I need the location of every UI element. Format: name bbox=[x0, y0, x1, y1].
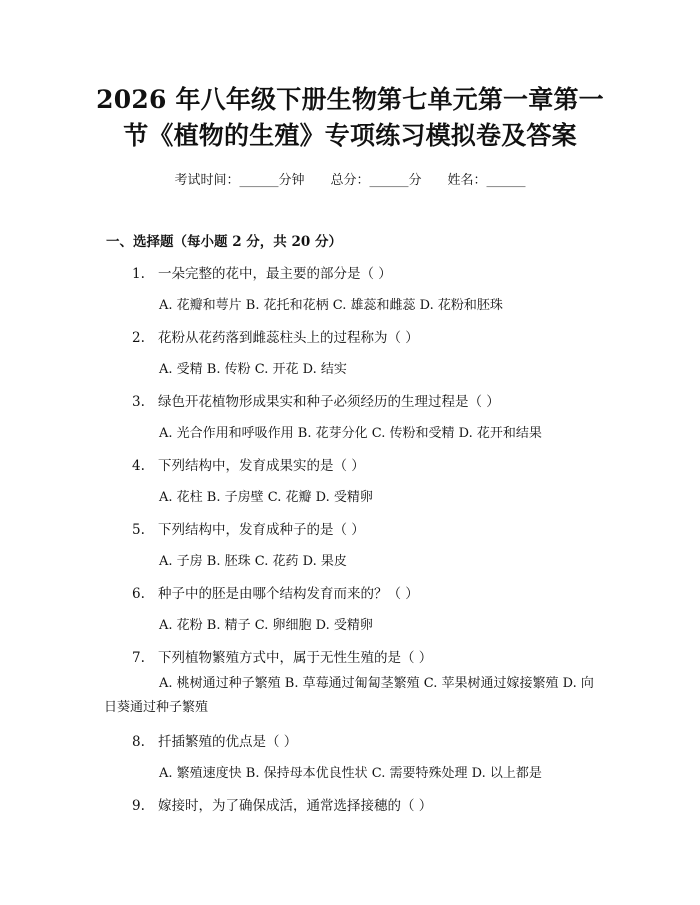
page-title-line-2: 节《植物的生殖》专项练习模拟卷及答案 bbox=[123, 121, 577, 150]
question-number: 6. bbox=[132, 586, 145, 602]
question-item bbox=[132, 582, 419, 602]
question-number: 7. bbox=[132, 650, 145, 666]
question-item bbox=[132, 390, 500, 410]
question-number: 2. bbox=[132, 330, 145, 346]
question-options: A. 花瓣和萼片 B. 花托和花柄 C. 雄蕊和雌蕊 D. 花粉和胚珠 bbox=[159, 298, 503, 313]
question-number: 1. bbox=[132, 266, 145, 282]
question-item bbox=[132, 646, 432, 666]
question-text: 下列结构中，发育成种子的是（ ） bbox=[158, 522, 365, 538]
question-options: A. 子房 B. 胚珠 C. 花药 D. 果皮 bbox=[159, 554, 347, 569]
question-text: 嫁接时，为了确保成活，通常选择接穗的（ ） bbox=[158, 798, 433, 814]
exam-score-field: 总分：______分 bbox=[330, 173, 422, 188]
question-number: 3. bbox=[132, 394, 145, 410]
exam-meta bbox=[0, 169, 700, 188]
question-item bbox=[132, 262, 392, 282]
question-item bbox=[132, 454, 365, 474]
page-title-line-1: 2026 年八年级下册生物第七单元第一章第一 bbox=[96, 85, 604, 114]
question-number: 8. bbox=[132, 734, 145, 750]
section-heading: 一、选择题（每小题 2 分，共 20 分） bbox=[106, 234, 342, 250]
question-text: 下列结构中，发育成果实的是（ ） bbox=[158, 458, 365, 474]
question-item bbox=[132, 730, 297, 750]
question-number: 4. bbox=[132, 458, 145, 474]
question-options: A. 受精 B. 传粉 C. 开花 D. 结实 bbox=[159, 362, 347, 377]
question-text: 种子中的胚是由哪个结构发育而来的？（ ） bbox=[158, 586, 419, 602]
question-number: 5. bbox=[132, 522, 145, 538]
question-options: A. 桃树通过种子繁殖 B. 草莓通过匍匐茎繁殖 C. 苹果树通过嫁接繁殖 D. 向日葵通过种子繁殖 bbox=[104, 676, 594, 715]
question-item bbox=[132, 326, 419, 346]
exam-time-field: 考试时间：______分钟 bbox=[174, 173, 305, 188]
question-text: 花粉从花药落到雌蕊柱头上的过程称为（ ） bbox=[158, 330, 419, 346]
question-item bbox=[132, 794, 432, 814]
question-number: 9. bbox=[132, 798, 145, 814]
question-options: A. 繁殖速度快 B. 保持母本优良性状 C. 需要特殊处理 D. 以上都是 bbox=[159, 766, 542, 781]
exam-name-field: 姓名：______ bbox=[447, 173, 526, 188]
question-options: A. 花柱 B. 子房壁 C. 花瓣 D. 受精卵 bbox=[159, 490, 373, 505]
question-options: A. 花粉 B. 精子 C. 卵细胞 D. 受精卵 bbox=[159, 618, 373, 633]
question-item bbox=[132, 518, 365, 538]
question-text: 下列植物繁殖方式中，属于无性生殖的是（ ） bbox=[158, 650, 433, 666]
question-options: A. 光合作用和呼吸作用 B. 花芽分化 C. 传粉和受精 D. 花开和结果 bbox=[159, 426, 542, 441]
question-text: 扦插繁殖的优点是（ ） bbox=[158, 734, 298, 750]
question-text: 一朵完整的花中，最主要的部分是（ ） bbox=[158, 266, 392, 282]
question-text: 绿色开花植物形成果实和种子必须经历的生理过程是（ ） bbox=[158, 394, 500, 410]
